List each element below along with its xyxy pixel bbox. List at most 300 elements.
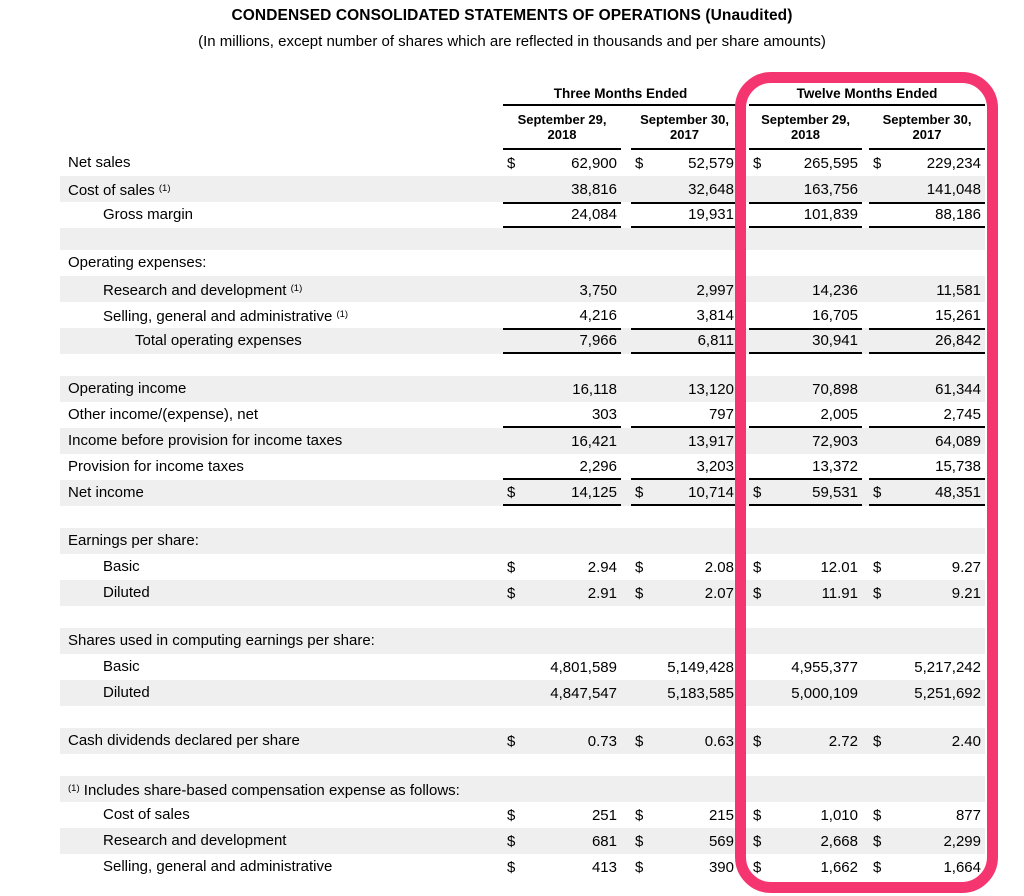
value-cell-c2 — [631, 728, 738, 754]
row-label: Total operating expenses — [135, 332, 302, 349]
row-label: Diluted — [103, 684, 150, 701]
cell-value: 3,814 — [696, 306, 734, 324]
value-cell-c1 — [503, 680, 621, 706]
column-gap — [738, 302, 749, 330]
page-subtitle: (In millions, except number of shares which are reflected in thousands and per share amounts) — [198, 33, 826, 50]
cell-value: 4,801,589 — [550, 658, 617, 676]
cell-value: 413 — [591, 858, 617, 876]
spacer-row — [60, 754, 985, 776]
cell-value: 2,745 — [943, 405, 981, 423]
cell-value: 13,917 — [688, 432, 734, 450]
cell-value: 303 — [591, 405, 617, 423]
header-gap — [738, 106, 749, 150]
dollar-sign: $ — [507, 483, 516, 501]
column-header-line: 2017 — [670, 126, 699, 142]
cell-value: 30,941 — [812, 331, 858, 349]
row-label: Diluted — [103, 584, 150, 601]
value-cell-c4 — [869, 428, 985, 454]
cell-value: 38,816 — [571, 180, 617, 198]
column-gap — [862, 202, 869, 228]
value-cell-c4 — [869, 328, 985, 354]
value-cell-c4 — [869, 828, 985, 854]
column-gap — [738, 802, 749, 828]
column-gap — [738, 454, 749, 480]
column-gap — [862, 150, 869, 176]
value-cell-c1 — [503, 854, 621, 880]
column-gap — [621, 554, 631, 580]
column-gap — [862, 528, 869, 554]
table-row — [60, 776, 985, 802]
dollar-sign: $ — [635, 483, 644, 501]
table-row — [60, 302, 985, 328]
table-row — [60, 454, 985, 480]
table-row — [60, 176, 985, 202]
cell-value: 2.94 — [587, 558, 617, 576]
column-gap — [621, 302, 631, 330]
column-gap — [621, 402, 631, 428]
column-gap — [738, 402, 749, 428]
value-cell-c1 — [503, 202, 621, 228]
header-spacer — [60, 84, 503, 106]
value-cell-c3 — [749, 854, 862, 880]
cell-value: 4,216 — [579, 306, 617, 324]
row-label: Other income/(expense), net — [68, 406, 259, 423]
dollar-sign: $ — [507, 806, 516, 824]
cell-value: 2,005 — [820, 405, 858, 423]
table-row — [60, 628, 985, 654]
header-spacer — [60, 106, 503, 150]
value-cell-c4 — [869, 680, 985, 706]
column-gap — [862, 654, 869, 680]
value-cell-c1 — [503, 728, 621, 754]
cell-value: 681 — [591, 832, 617, 850]
column-header-line: 2018 — [791, 126, 820, 142]
column-gap — [738, 150, 749, 176]
value-cell-c2 — [631, 828, 738, 854]
header-gap — [862, 106, 869, 150]
value-cell-c3 — [749, 202, 862, 228]
row-label: Provision for income taxes — [68, 458, 244, 475]
value-cell-c1 — [503, 802, 621, 828]
value-cell-c4 — [869, 150, 985, 176]
dollar-sign: $ — [873, 806, 882, 824]
row-label: Gross margin — [103, 206, 194, 223]
cell-value: 3,750 — [579, 281, 617, 299]
column-gap — [621, 376, 631, 402]
table-row — [60, 202, 985, 228]
dollar-sign: $ — [635, 732, 644, 750]
cell-value: 0.73 — [587, 732, 617, 750]
column-gap — [621, 680, 631, 706]
table-row — [60, 276, 985, 302]
cell-value: 62,900 — [571, 154, 617, 172]
cell-value: 4,955,377 — [791, 658, 858, 676]
column-gap — [862, 250, 869, 276]
cell-value: 59,531 — [812, 483, 858, 501]
cell-value: 390 — [708, 858, 734, 876]
column-gap — [862, 328, 869, 354]
value-cell-c4 — [869, 580, 985, 606]
dollar-sign: $ — [507, 732, 516, 750]
table-row — [60, 654, 985, 680]
cell-value: 1,662 — [820, 858, 858, 876]
table-row — [60, 376, 985, 402]
row-label: Research and development — [103, 832, 287, 849]
cell-value: 15,738 — [935, 457, 981, 475]
cell-value: 797 — [708, 405, 734, 423]
row-label: Shares used in computing earnings per share: — [68, 632, 375, 649]
table-row — [60, 680, 985, 706]
column-gap — [862, 728, 869, 754]
value-cell-c4 — [869, 480, 985, 506]
value-cell-c3 — [749, 376, 862, 402]
value-cell-c4 — [869, 402, 985, 428]
column-header-3 — [749, 106, 862, 150]
cell-value: 265,595 — [803, 154, 858, 172]
value-cell-c1 — [503, 554, 621, 580]
cell-value: 9.27 — [951, 558, 981, 576]
value-cell-c4 — [869, 302, 985, 330]
column-gap — [862, 428, 869, 454]
value-cell-c2 — [631, 528, 738, 554]
dollar-sign: $ — [635, 584, 644, 602]
cell-value: 14,125 — [571, 483, 617, 501]
value-cell-c2 — [631, 680, 738, 706]
column-gap — [862, 176, 869, 204]
financial-table — [60, 84, 985, 880]
column-gap — [738, 654, 749, 680]
cell-value: 15,261 — [935, 306, 981, 324]
table-body — [60, 150, 985, 880]
dollar-sign: $ — [753, 483, 762, 501]
dollar-sign: $ — [873, 858, 882, 876]
cell-value: 2,997 — [696, 281, 734, 299]
cell-value: 48,351 — [935, 483, 981, 501]
value-cell-c4 — [869, 528, 985, 554]
cell-value: 5,149,428 — [667, 658, 734, 676]
cell-value: 14,236 — [812, 281, 858, 299]
cell-value: 11.91 — [821, 584, 858, 602]
cell-value: 5,251,692 — [914, 684, 981, 702]
column-gap — [621, 828, 631, 854]
dollar-sign: $ — [753, 732, 762, 750]
column-header-line: 2017 — [912, 126, 942, 142]
row-label: Selling, general and administrative — [103, 858, 333, 875]
row-label: Operating expenses: — [68, 254, 207, 271]
cell-value: 229,234 — [926, 154, 981, 172]
value-cell-c1 — [503, 580, 621, 606]
cell-value: 5,000,109 — [791, 684, 858, 702]
dollar-sign: $ — [507, 858, 516, 876]
cell-value: 2,299 — [943, 832, 981, 850]
column-gap — [621, 802, 631, 828]
column-gap — [862, 554, 869, 580]
column-gap — [738, 176, 749, 204]
page-title: CONDENSED CONSOLIDATED STATEMENTS OF OPERATIONS (Unaudited) — [231, 7, 793, 24]
column-gap — [862, 854, 869, 880]
cell-value: 52,579 — [688, 154, 734, 172]
value-cell-c3 — [749, 150, 862, 176]
value-cell-c2 — [631, 176, 738, 204]
dollar-sign: $ — [873, 154, 882, 172]
column-gap — [862, 776, 869, 804]
value-cell-c2 — [631, 376, 738, 402]
value-cell-c3 — [749, 654, 862, 680]
cell-value: 569 — [708, 832, 734, 850]
cell-value: 16,118 — [572, 380, 617, 398]
value-cell-c3 — [749, 680, 862, 706]
column-gap — [621, 776, 631, 804]
value-cell-c2 — [631, 854, 738, 880]
column-gap — [621, 628, 631, 654]
twelve-months-ended-header: Twelve Months Ended — [749, 86, 985, 106]
value-cell-c4 — [869, 376, 985, 402]
dollar-sign: $ — [635, 154, 644, 172]
dollar-sign: $ — [753, 558, 762, 576]
value-cell-c3 — [749, 454, 862, 480]
column-header-1 — [503, 106, 621, 150]
column-gap — [862, 302, 869, 330]
value-cell-c1 — [503, 528, 621, 554]
value-cell-c3 — [749, 802, 862, 828]
row-label: Operating income — [68, 380, 187, 397]
cell-value: 24,084 — [571, 205, 617, 223]
column-gap — [738, 480, 749, 506]
column-gap — [621, 328, 631, 354]
column-gap — [738, 728, 749, 754]
value-cell-c4 — [869, 176, 985, 204]
table-row — [60, 802, 985, 828]
cell-value: 61,344 — [935, 380, 981, 398]
dollar-sign: $ — [635, 858, 644, 876]
cell-value: 7,966 — [579, 331, 617, 349]
period-group-header-row — [60, 84, 985, 106]
value-cell-c2 — [631, 428, 738, 454]
cell-value: 2.91 — [587, 584, 617, 602]
value-cell-c1 — [503, 454, 621, 480]
table-row — [60, 580, 985, 606]
column-header-line: 2018 — [547, 126, 577, 142]
value-cell-c2 — [631, 628, 738, 654]
row-label: Cost of sales — [103, 806, 190, 823]
value-cell-c2 — [631, 554, 738, 580]
column-header-line: September 30, — [882, 111, 972, 127]
dollar-sign: $ — [873, 483, 882, 501]
table-row — [60, 428, 985, 454]
table-row — [60, 854, 985, 880]
cell-value: 4,847,547 — [550, 684, 617, 702]
cell-value: 72,903 — [812, 432, 858, 450]
value-cell-c4 — [869, 854, 985, 880]
value-cell-c1 — [503, 302, 621, 330]
value-cell-c3 — [749, 580, 862, 606]
value-cell-c2 — [631, 654, 738, 680]
value-cell-c3 — [749, 828, 862, 854]
cell-value: 26,842 — [935, 331, 981, 349]
column-gap — [621, 202, 631, 228]
table-row — [60, 328, 985, 354]
column-header-line: September 29, — [761, 111, 850, 127]
value-cell-c4 — [869, 776, 985, 804]
cell-value: 5,217,242 — [914, 658, 981, 676]
dollar-sign: $ — [635, 806, 644, 824]
value-cell-c1 — [503, 276, 621, 304]
column-header-2 — [631, 106, 738, 150]
value-cell-c3 — [749, 480, 862, 506]
column-header-4 — [869, 106, 985, 150]
cell-value: 2.72 — [828, 732, 858, 750]
column-gap — [738, 828, 749, 854]
table-row — [60, 728, 985, 754]
row-label: Net income — [68, 484, 144, 501]
dollar-sign: $ — [507, 832, 516, 850]
column-gap — [621, 580, 631, 606]
row-label: Net sales — [68, 154, 131, 171]
value-cell-c3 — [749, 628, 862, 654]
cell-value: 64,089 — [935, 432, 981, 450]
value-cell-c3 — [749, 428, 862, 454]
column-gap — [621, 150, 631, 176]
column-gap — [621, 480, 631, 506]
dollar-sign: $ — [635, 558, 644, 576]
value-cell-c1 — [503, 428, 621, 454]
column-gap — [738, 276, 749, 304]
value-cell-c1 — [503, 628, 621, 654]
cell-value: 101,839 — [803, 205, 858, 223]
dollar-sign: $ — [753, 154, 762, 172]
value-cell-c4 — [869, 250, 985, 276]
cell-value: 13,120 — [688, 380, 734, 398]
value-cell-c1 — [503, 328, 621, 354]
column-gap — [738, 328, 749, 354]
value-cell-c3 — [749, 328, 862, 354]
value-cell-c3 — [749, 728, 862, 754]
value-cell-c2 — [631, 454, 738, 480]
column-gap — [738, 680, 749, 706]
table-row — [60, 480, 985, 506]
cell-value: 163,756 — [803, 180, 858, 198]
column-gap — [738, 250, 749, 276]
table-row — [60, 150, 985, 176]
cell-value: 88,186 — [935, 205, 981, 223]
cell-value: 32,648 — [688, 180, 734, 198]
value-cell-c2 — [631, 328, 738, 354]
value-cell-c2 — [631, 580, 738, 606]
column-gap — [621, 728, 631, 754]
column-gap — [862, 480, 869, 506]
column-gap — [621, 528, 631, 554]
dollar-sign: $ — [753, 858, 762, 876]
value-cell-c2 — [631, 276, 738, 304]
column-gap — [862, 454, 869, 480]
dollar-sign: $ — [753, 584, 762, 602]
value-cell-c4 — [869, 202, 985, 228]
value-cell-c1 — [503, 376, 621, 402]
value-cell-c3 — [749, 176, 862, 204]
table-row — [60, 828, 985, 854]
column-gap — [621, 454, 631, 480]
column-gap — [738, 580, 749, 606]
cell-value: 1,664 — [943, 858, 981, 876]
cell-value: 2.08 — [704, 558, 734, 576]
value-cell-c1 — [503, 176, 621, 204]
spacer-row — [60, 606, 985, 628]
value-cell-c3 — [749, 302, 862, 330]
row-label: Basic — [103, 558, 140, 575]
row-label: Cost of sales $^{(1)}$ — [68, 182, 171, 199]
dollar-sign: $ — [753, 806, 762, 824]
value-cell-c2 — [631, 802, 738, 828]
table-row — [60, 528, 985, 554]
spacer-row — [60, 506, 985, 528]
dollar-sign: $ — [635, 832, 644, 850]
cell-value: 19,931 — [688, 205, 734, 223]
column-gap — [862, 276, 869, 304]
dollar-sign: $ — [873, 732, 882, 750]
value-cell-c3 — [749, 276, 862, 304]
value-cell-c2 — [631, 202, 738, 228]
column-gap — [862, 680, 869, 706]
column-gap — [738, 628, 749, 654]
row-label: Selling, general and administrative $^{(1)}$ — [103, 308, 349, 325]
column-gap — [738, 202, 749, 228]
column-gap — [862, 828, 869, 854]
cell-value: 3,203 — [696, 457, 734, 475]
column-gap — [621, 654, 631, 680]
three-months-ended-header: Three Months Ended — [503, 86, 738, 106]
table-row — [60, 250, 985, 276]
cell-value: 2.40 — [951, 732, 981, 750]
value-cell-c3 — [749, 528, 862, 554]
cell-value: 2,296 — [579, 457, 617, 475]
row-label: Research and development $^{(1)}$ — [103, 282, 303, 299]
spacer-row — [60, 228, 985, 250]
value-cell-c4 — [869, 628, 985, 654]
value-cell-c1 — [503, 776, 621, 804]
row-label: Income before provision for income taxes — [68, 432, 343, 449]
cell-value: 5,183,585 — [667, 684, 734, 702]
value-cell-c4 — [869, 454, 985, 480]
column-gap — [738, 528, 749, 554]
cell-value: 215 — [708, 806, 734, 824]
cell-value: 141,048 — [926, 180, 981, 198]
column-header-line: September 29, — [517, 111, 607, 127]
value-cell-c4 — [869, 654, 985, 680]
cell-value: 11,581 — [936, 281, 981, 299]
value-cell-c4 — [869, 276, 985, 304]
value-cell-c2 — [631, 402, 738, 428]
table-row — [60, 554, 985, 580]
column-gap — [621, 250, 631, 276]
cell-value: 877 — [955, 806, 981, 824]
cell-value: 13,372 — [812, 457, 858, 475]
value-cell-c3 — [749, 250, 862, 276]
column-gap — [738, 376, 749, 402]
cell-value: 251 — [591, 806, 617, 824]
value-cell-c2 — [631, 480, 738, 506]
spacer-row — [60, 354, 985, 376]
row-label: Cash dividends declared per share — [68, 732, 300, 749]
dollar-sign: $ — [507, 584, 516, 602]
cell-value: 16,705 — [812, 306, 858, 324]
cell-value: 2,668 — [820, 832, 858, 850]
value-cell-c2 — [631, 150, 738, 176]
header-gap — [621, 106, 631, 150]
cell-value: 0.63 — [704, 732, 734, 750]
value-cell-c2 — [631, 250, 738, 276]
cell-value: 12.01 — [820, 558, 858, 576]
dollar-sign: $ — [873, 558, 882, 576]
